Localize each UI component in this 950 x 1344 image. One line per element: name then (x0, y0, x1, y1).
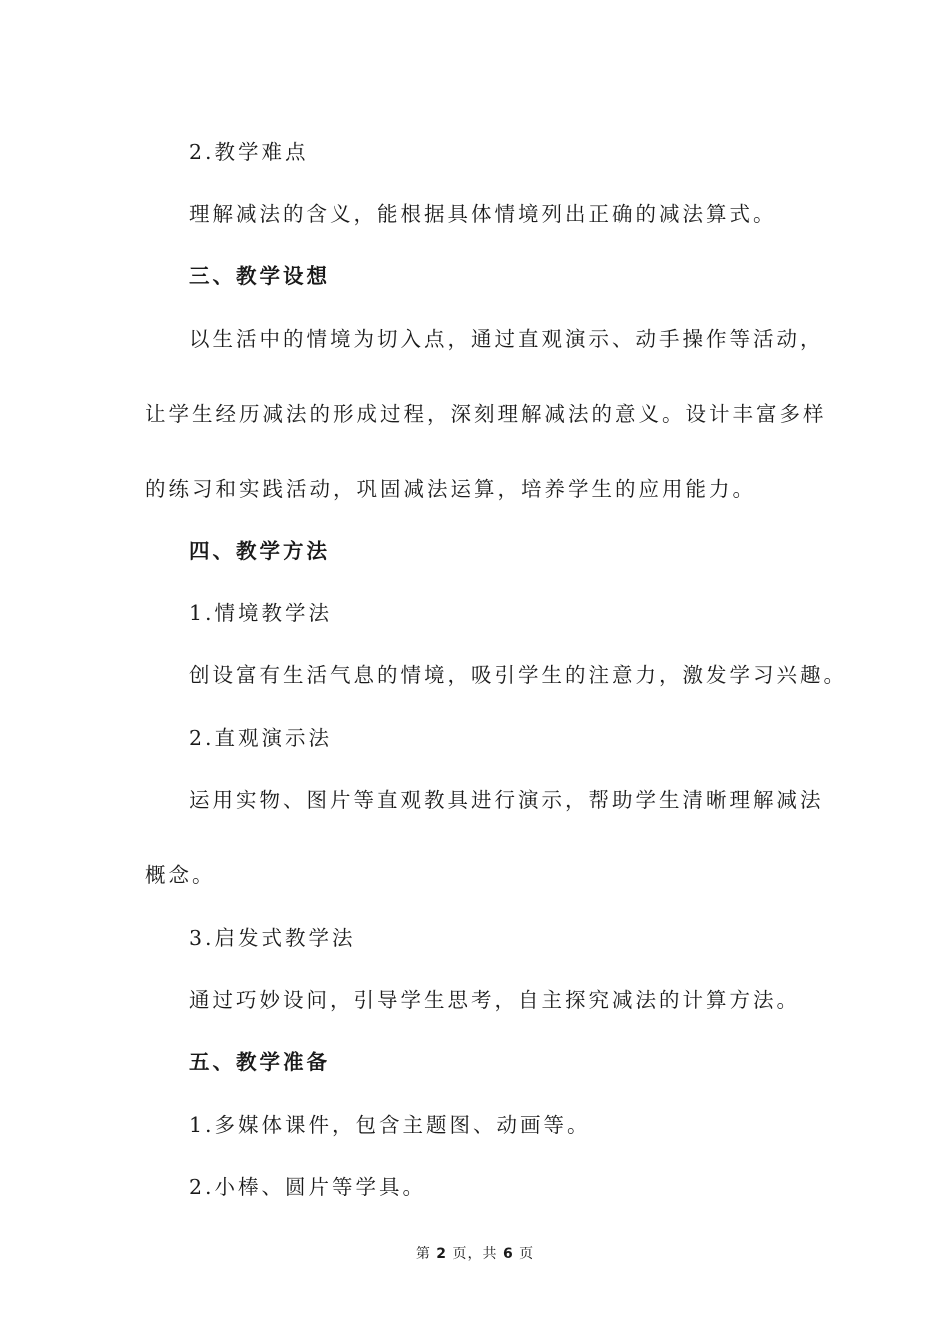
method-1-title: 1.情境教学法 (189, 601, 333, 625)
prep-item-1: 1.多媒体课件，包含主题图、动画等。 (189, 1113, 591, 1137)
page-footer (0, 1244, 950, 1264)
item-2-text: 理解减法的含义，能根据具体情境列出正确的减法算式。 (189, 202, 777, 226)
item-2-title: 2.教学难点 (189, 140, 309, 164)
section-5-heading: 五、教学准备 (189, 1050, 330, 1074)
footer-middle: 页，共 (452, 1246, 498, 1262)
footer-prefix: 第 (415, 1246, 431, 1262)
section-3-line-2: 让学生经历减法的形成过程，深刻理解减法的意义。设计丰富多样 (145, 402, 827, 426)
method-3-title: 3.启发式教学法 (189, 926, 356, 950)
method-1-text: 创设富有生活气息的情境，吸引学生的注意力，激发学习兴趣。 (189, 663, 847, 687)
prep-item-2: 2.小棒、圆片等学具。 (189, 1175, 427, 1199)
section-3-line-3: 的练习和实践活动，巩固减法运算，培养学生的应用能力。 (145, 477, 756, 501)
footer-total-pages: 6 (502, 1246, 514, 1262)
method-3-text: 通过巧妙设问，引导学生思考，自主探究减法的计算方法。 (189, 988, 800, 1012)
section-4-heading: 四、教学方法 (189, 539, 330, 563)
method-2-line-2: 概念。 (145, 863, 216, 887)
method-2-line-1: 运用实物、图片等直观教具进行演示，帮助学生清晰理解减法 (189, 788, 824, 812)
section-3-line-1: 以生活中的情境为切入点，通过直观演示、动手操作等活动， (189, 327, 824, 351)
section-3-heading: 三、教学设想 (189, 264, 330, 288)
footer-current-page: 2 (436, 1246, 448, 1262)
footer-suffix: 页 (519, 1246, 535, 1262)
method-2-title: 2.直观演示法 (189, 726, 333, 750)
